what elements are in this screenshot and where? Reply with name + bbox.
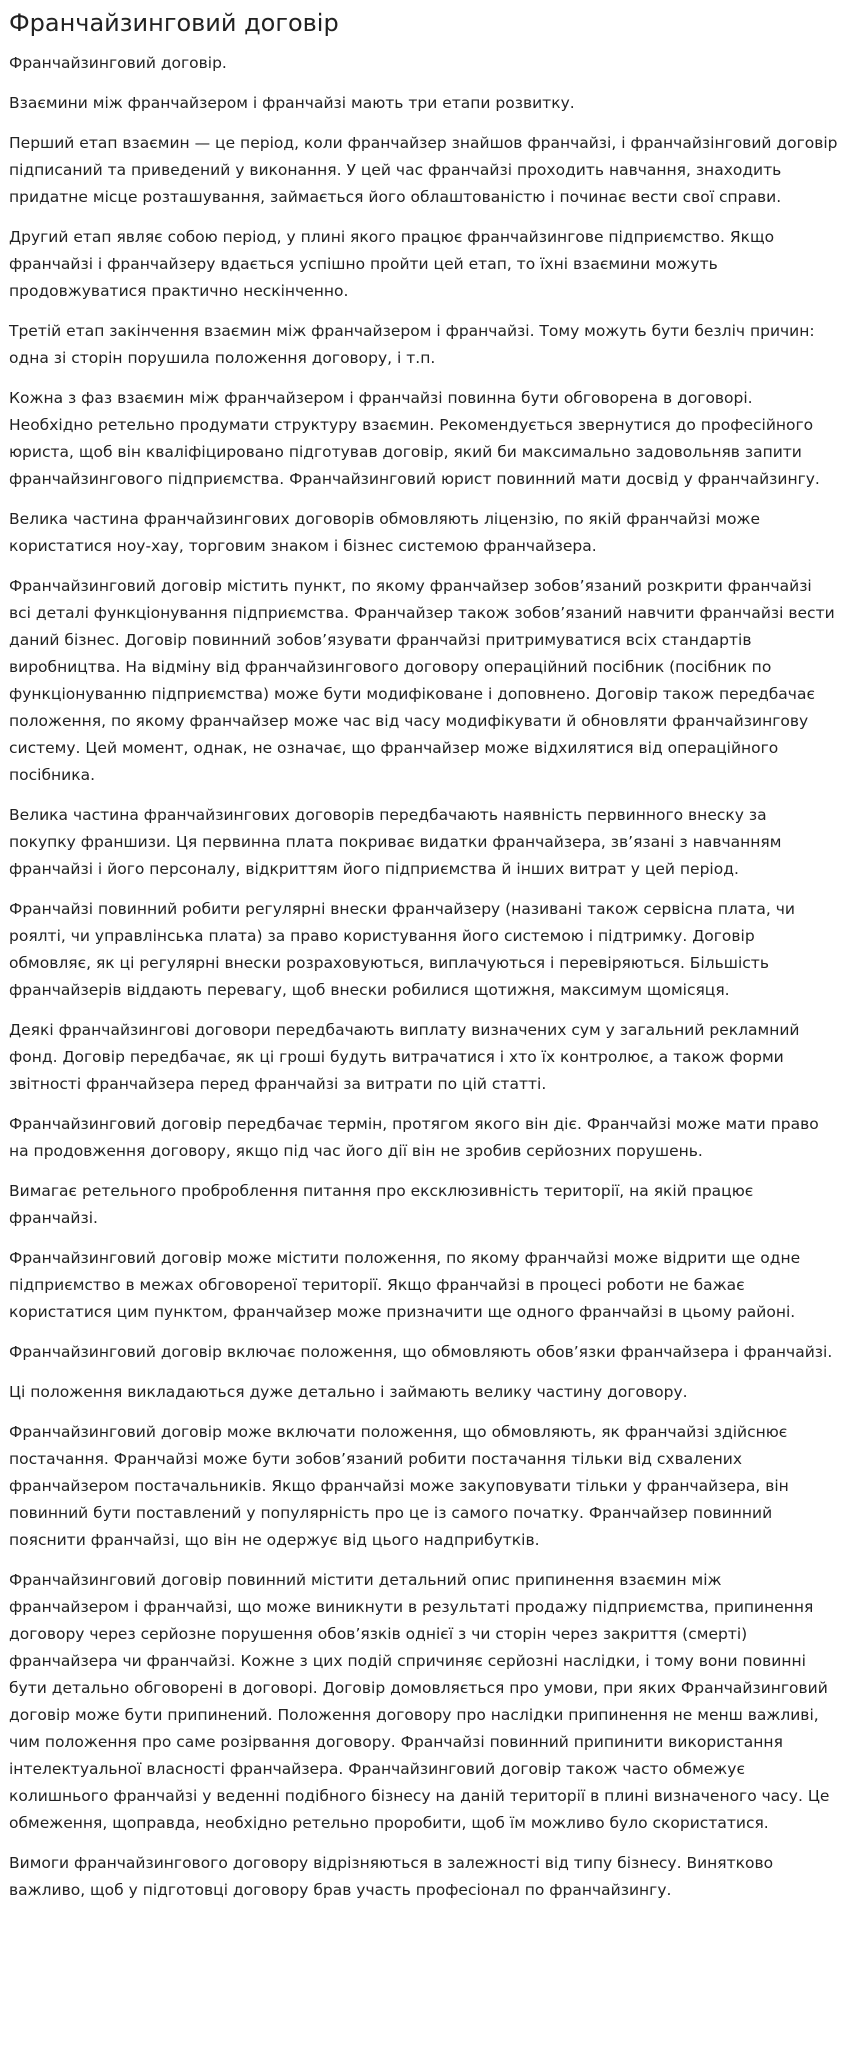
paragraph: Взаємини між франчайзером і франчайзі мають три етапи розвитку.: [9, 94, 575, 112]
paragraph: Перший етап взаємин — це період, коли франчайзер знайшов франчайзі, і франчайзінговий договір підписаний та приведений у виконання. У цей час франчайзі проходить навчання, знаходить придатне місце розташування, займається його облаштованістю і починає вести свої справи.: [9, 134, 838, 206]
paragraph: Франчайзинговий договір.: [9, 54, 227, 72]
paragraph: Велика частина франчайзингових договорів передбачають наявність первинного внеску за покупку франшизи. Ця первинна плата покриває видатки франчайзера, зв’язані з навчанням франчайзі і його персоналу, відкриттям його підприємства й інших витрат у цей період.: [9, 806, 782, 878]
paragraph: Франчайзі повинний робити регулярні внески франчайзеру (називані також сервісна плата, чи роялті, чи управлінська плата) за право користування його системою і підтримку. Договір обмовляє, як ці регулярні внески розраховуються, виплачуються і перевіряються. Більшість франчайзерів віддають перевагу, щоб внески робилися щотижня, максимум щомісяця.: [9, 900, 795, 999]
paragraph: Велика частина франчайзингових договорів обмовляють ліцензію, по якій франчайзі може користатися ноу-хау, торговим знаком і бізнес системою франчайзера.: [9, 510, 761, 555]
paragraph: Ці положення викладаються дуже детально і займають велику частину договору.: [9, 1383, 688, 1401]
article-body: [9, 50, 838, 1904]
paragraph: Третій етап закінчення взаємин між франчайзером і франчайзі. Тому можуть бути безліч причин: одна зі сторін порушила положення договору, і т.п.: [9, 322, 815, 367]
paragraph: Деякі франчайзингові договори передбачають виплату визначених сум у загальний рекламний фонд. Договір передбачає, як ці гроші будуть витрачатися і хто їх контролює, а також форми звітності франчайзера перед франчайзі за витрати по цій статті.: [9, 1021, 800, 1093]
paragraph: Франчайзинговий договір повинний містити детальний опис припинення взаємин між франчайзером і франчайзі, що може виникнути в результаті продажу підприємства, припинення договору через серйозне порушення обов’язків однієї з чи сторін через закриття (смерті) франчайзера чи франчайзі. Кожне з цих подій спричиняє серйозні наслідки, і тому вони повинні бути детально обговорені в договорі. Договір домовляється про умови, при яких Франчайзинговий договір може бути припинений. Положення договору про наслідки припинення не менш важливі, чим положення про саме розірвання договору. Франчайзі повинний припинити використання інтелектуальної власності франчайзера. Франчайзинговий договір також часто обмежує колишнього франчайзі у веденні подібного бізнесу на даній території в плині визначеного часу. Це обмеження, щоправда, необхідно ретельно проробити, щоб їм можливо було скористатися.: [9, 1571, 830, 1832]
paragraph: Франчайзинговий договір містить пункт, по якому франчайзер зобов’язаний розкрити франчайзі всі деталі функціонування підприємства. Франчайзер також зобов’язаний навчити франчайзі вести даний бізнес. Договір повинний зобов’язувати франчайзі притримуватися всіх стандартів виробництва. На відміну від франчайзингового договору операційний посібник (посібник по функціонуванню підприємства) може бути модифіковане і доповнено. Договір також передбачає положення, по якому франчайзер може час від часу модифікувати й обновляти франчайзингову систему. Цей момент, однак, не означає, що франчайзер може відхилятися від операційного посібника.: [9, 577, 835, 784]
paragraph: Франчайзинговий договір може містити положення, по якому франчайзі може відрити ще одне підприємство в межах обговореної території. Якщо франчайзі в процесі роботи не бажає користатися цим пунктом, франчайзер може призначити ще одного франчайзі в цьому районі.: [9, 1249, 801, 1321]
paragraph: Другий етап являє собою період, у плині якого працює франчайзингове підприємство. Якщо франчайзі і франчайзеру вдається успішно пройти цей етап, то їхні взаємини можуть продовжуватися практично нескінченно.: [9, 228, 775, 300]
paragraph: Франчайзинговий договір передбачає термін, протягом якого він діє. Франчайзі може мати право на продовження договору, якщо під час його дії він не зробив серйозних порушень.: [9, 1115, 819, 1160]
paragraph: Франчайзинговий договір включає положення, що обмовляють обов’язки франчайзера і франчайзі.: [9, 1343, 833, 1361]
paragraph: Франчайзинговий договір може включати положення, що обмовляють, як франчайзі здійснює постачання. Франчайзі може бути зобов’язаний робити постачання тільки від схвалених франчайзером постачальників. Якщо франчайзі може закуповувати тільки у франчайзера, він повинний бути поставлений у популярність про це із самого початку. Франчайзер повинний пояснити франчайзі, що він не одержує від цього надприбутків.: [9, 1423, 789, 1549]
paragraph: Вимоги франчайзингового договору відрізняються в залежності від типу бізнесу. Винятково важливо, щоб у підготовці договору брав участь професіонал по франчайзингу.: [9, 1854, 774, 1899]
page-title: Франчайзинговий договір: [9, 9, 339, 37]
paragraph: Кожна з фаз взаємин між франчайзером і франчайзі повинна бути обговорена в договорі. Необхідно ретельно продумати структуру взаємин. Рекомендується звернутися до професійного юриста, щоб він кваліфіцировано підготував договір, який би максимально задовольняв запити франчайзингового підприємства. Франчайзинговий юрист повинний мати досвід у франчайзингу.: [9, 389, 820, 488]
paragraph: Вимагає ретельного проброблення питання про ексклюзивність території, на якій працює франчайзі.: [9, 1182, 754, 1227]
